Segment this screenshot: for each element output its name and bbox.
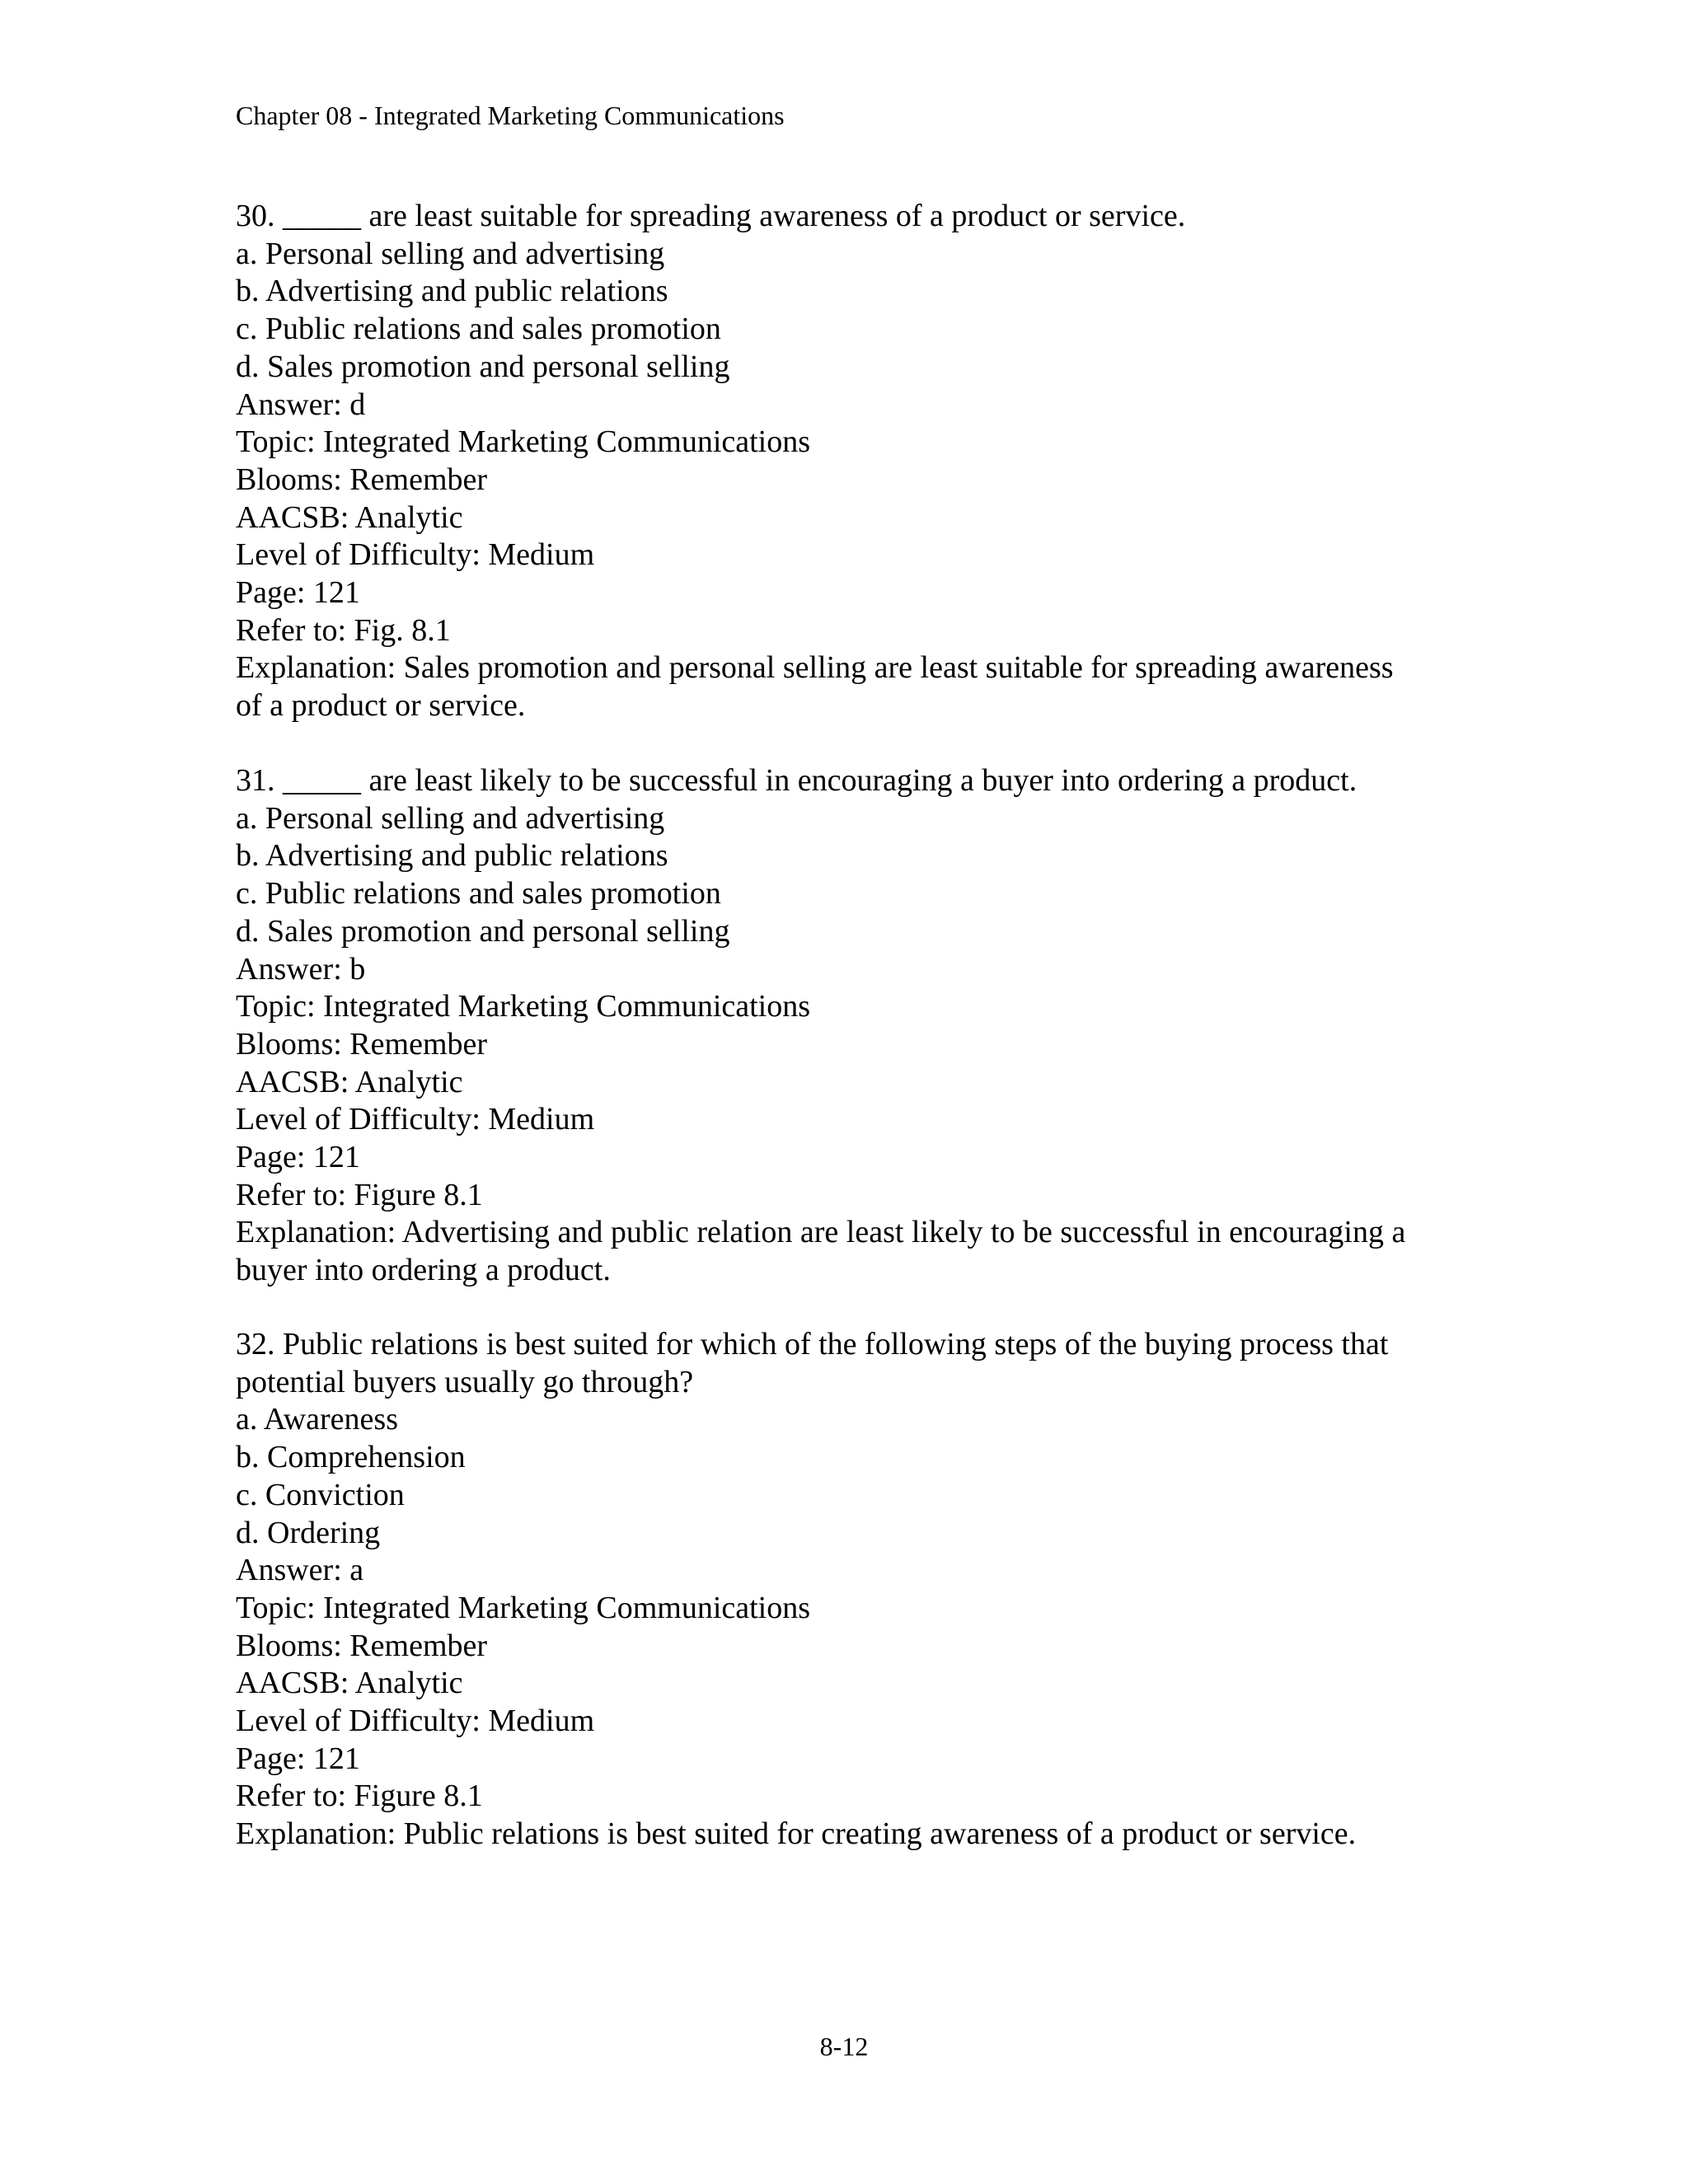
page-ref: Page: 121 xyxy=(236,1741,360,1776)
question-30 xyxy=(236,198,1472,725)
option-a: a. Personal selling and advertising xyxy=(236,800,665,836)
option-d: d. Sales promotion and personal selling xyxy=(236,349,730,384)
difficulty: Level of Difficulty: Medium xyxy=(236,1102,595,1137)
refer-to: Refer to: Figure 8.1 xyxy=(236,1177,483,1212)
topic: Topic: Integrated Marketing Communications xyxy=(236,989,811,1024)
page-ref: Page: 121 xyxy=(236,575,360,611)
option-d: d. Ordering xyxy=(236,1515,381,1550)
option-b: b. Advertising and public relations xyxy=(236,838,668,874)
topic: Topic: Integrated Marketing Communications xyxy=(236,1590,811,1625)
difficulty: Level of Difficulty: Medium xyxy=(236,537,595,573)
option-b: b. Comprehension xyxy=(236,1440,466,1475)
question-32 xyxy=(236,1326,1472,1854)
aacsb: AACSB: Analytic xyxy=(236,1064,463,1099)
question-stem-continued: potential buyers usually go through? xyxy=(236,1364,694,1399)
option-b: b. Advertising and public relations xyxy=(236,274,668,309)
option-c: c. Public relations and sales promotion xyxy=(236,876,721,912)
blooms: Blooms: Remember xyxy=(236,1026,488,1062)
refer-to: Refer to: Fig. 8.1 xyxy=(236,612,451,648)
page-number: 8-12 xyxy=(819,2032,869,2061)
explanation: Explanation: Advertising and public relation are least likely to be successful in encouraging a xyxy=(236,1215,1406,1250)
page-header: Chapter 08 - Integrated Marketing Communications xyxy=(236,101,785,130)
question-stem: 32. Public relations is best suited for which of the following steps of the buying process that xyxy=(236,1327,1389,1361)
option-a: a. Awareness xyxy=(236,1402,398,1437)
option-c: c. Conviction xyxy=(236,1477,405,1512)
difficulty: Level of Difficulty: Medium xyxy=(236,1704,595,1739)
explanation-continued: buyer into ordering a product. xyxy=(236,1253,611,1288)
explanation: Explanation: Sales promotion and personal selling are least suitable for spreading awareness xyxy=(236,650,1394,686)
option-a: a. Personal selling and advertising xyxy=(236,236,665,271)
answer: Answer: d xyxy=(236,387,366,422)
answer: Answer: a xyxy=(236,1553,364,1588)
aacsb: AACSB: Analytic xyxy=(236,499,463,535)
blooms: Blooms: Remember xyxy=(236,462,488,497)
answer: Answer: b xyxy=(236,951,366,987)
page-ref: Page: 121 xyxy=(236,1140,360,1175)
refer-to: Refer to: Figure 8.1 xyxy=(236,1779,483,1814)
explanation-continued: of a product or service. xyxy=(236,688,526,724)
option-d: d. Sales promotion and personal selling xyxy=(236,913,730,949)
topic: Topic: Integrated Marketing Communications xyxy=(236,424,811,460)
aacsb: AACSB: Analytic xyxy=(236,1666,463,1701)
question-stem: 30. _____ are least suitable for spreading awareness of a product or service. xyxy=(236,199,1186,233)
explanation: Explanation: Public relations is best suited for creating awareness of a product or service. xyxy=(236,1816,1357,1852)
option-c: c. Public relations and sales promotion xyxy=(236,312,721,347)
question-31 xyxy=(236,762,1472,1290)
question-stem: 31. _____ are least likely to be successful in encouraging a buyer into ordering a product. xyxy=(236,763,1357,798)
blooms: Blooms: Remember xyxy=(236,1628,488,1663)
